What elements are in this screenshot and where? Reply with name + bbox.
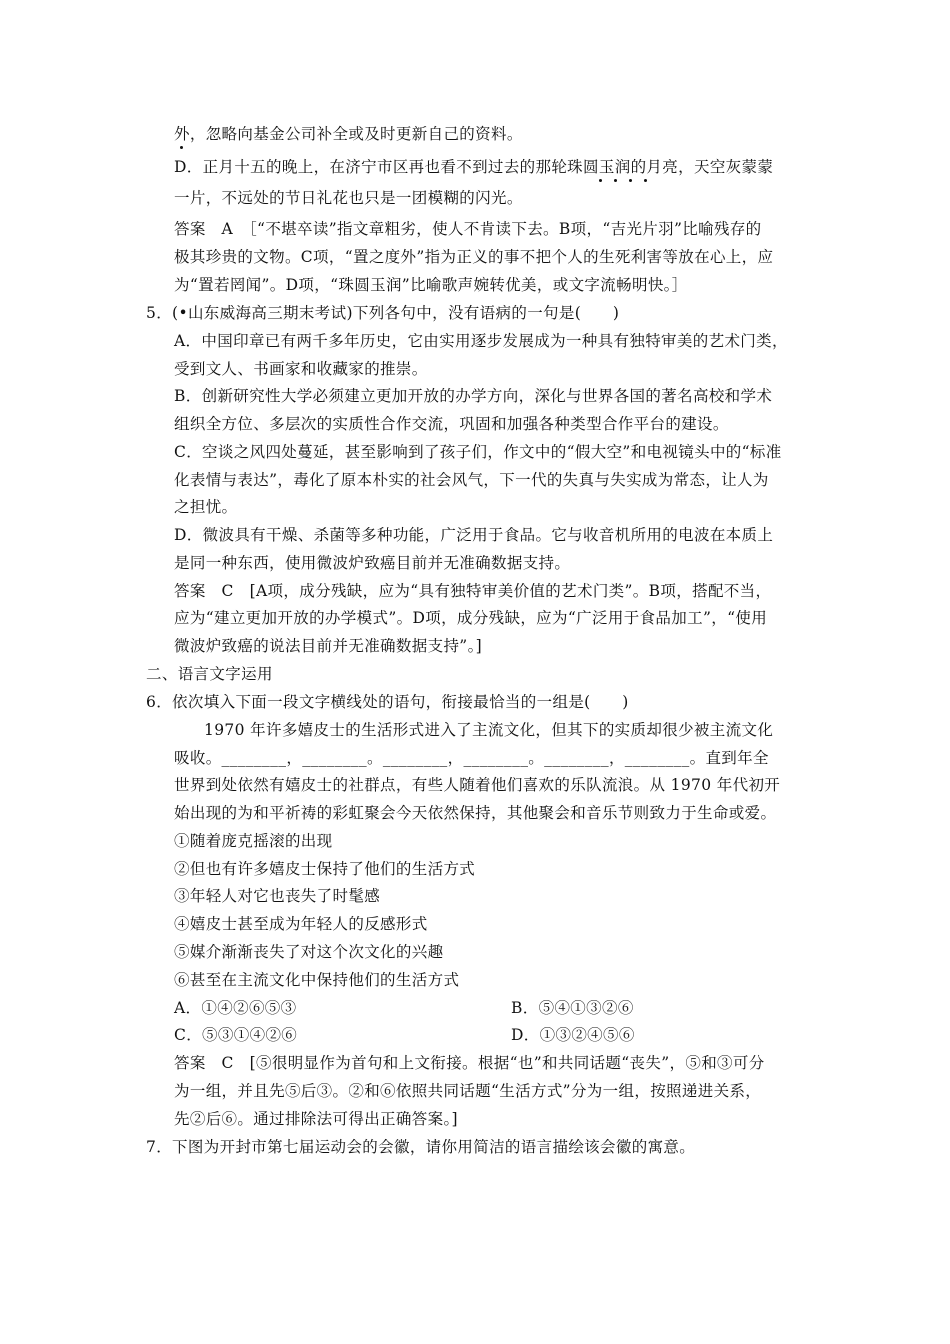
q6-choice-b: B．⑤④①③②⑥ <box>511 999 634 1017</box>
q5-option-line: C．空谈之风四处蔓延，甚至影响到了孩子们，作文中的“假大空”和电视镜头中的“标准 <box>174 443 782 461</box>
q6-answer-line3: 先②后⑥。通过排除法可得出正确答案。] <box>174 1110 458 1128</box>
q6-choice-c: C．⑤③①④②⑥ <box>174 1026 298 1044</box>
section-title: 二、语言文字运用 <box>146 665 273 683</box>
q4-option-d-line2: 一片，不远处的节日礼花也只是一团模糊的闪光。 <box>174 189 523 207</box>
q6-item: ③年轻人对它也丧失了时髦感 <box>174 887 381 905</box>
q5-option-line: D．微波具有干燥、杀菌等多种功能，广泛用于食品。它与收音机所用的电波在本质上 <box>174 526 774 544</box>
q6-stem: 6．依次填入下面一段文字横线处的语句，衔接最恰当的一组是( ) <box>146 693 629 711</box>
q6-item: ①随着庞克摇滚的出现 <box>174 832 333 850</box>
q5-answer-line3: 微波炉致癌的说法目前并无准确数据支持”。] <box>174 637 483 655</box>
q5-answer-line2: 应为“建立更加开放的办学模式”。D项，成分残缺，应为“广泛用于食品加工”，“使用 <box>174 609 768 627</box>
q6-passage-line: 始出现的为和平祈祷的彩虹聚会今天依然保持，其他聚会和音乐节则致力于生命或爱。 <box>174 804 777 822</box>
emphasis-dot <box>644 179 647 182</box>
q5-option-line: A．中国印章已有两千多年历史，它由实用逐步发展成为一种具有独特审美的艺术门类， <box>174 332 788 350</box>
q4-answer-line1: 答案 A ［“不堪卒读”指文章粗劣，使人不肯读下去。B项，“吉光片羽”比喻残存的 <box>174 220 762 238</box>
q4-answer-line3: 为“置若罔闻”。D项，“珠圆玉润”比喻歌声婉转优美，或文字流畅明快。］ <box>174 276 688 294</box>
q6-answer-line2: 为一组，并且先⑤后③。②和⑥依照共同话题“生活方式”分为一组，按照递进关系， <box>174 1082 762 1100</box>
q4-option-c-end: 外，忽略向基金公司补全或及时更新自己的资料。 <box>174 125 523 143</box>
q5-option-line: 组织全方位、多层次的实质性合作交流，巩固和加强各种类型合作平台的建设。 <box>174 415 729 433</box>
q6-item: ⑤媒介渐渐丧失了对这个次文化的兴趣 <box>174 943 444 961</box>
emphasis-dot <box>614 179 617 182</box>
q6-passage-line: 1970 年许多嬉皮士的生活形式进入了主流文化，但其下的实质却很少被主流文化 <box>204 721 774 739</box>
q6-item: ⑥甚至在主流文化中保持他们的生活方式 <box>174 971 460 989</box>
q5-option-line: 受到文人、书画家和收藏家的推崇。 <box>174 360 428 378</box>
emphasis-dot <box>180 146 183 149</box>
q5-option-line: 是同一种东西，使用微波炉致癌目前并无准确数据支持。 <box>174 554 571 572</box>
q6-choice-d: D．①③②④⑤⑥ <box>511 1026 635 1044</box>
q6-passage-line: 吸收。________，________。________，________。________，________。直到年全 <box>174 749 769 767</box>
q4-answer-line2: 极其珍贵的文物。C项，“置之度外”指为正义的事不把个人的生死利害等放在心上，应 <box>174 248 774 266</box>
q6-item: ④嬉皮士甚至成为年轻人的反感形式 <box>174 915 428 933</box>
q5-option-line: 之担忧。 <box>174 498 238 516</box>
q5-answer-line1: 答案 C [A项，成分残缺，应为“具有独特审美价值的艺术门类”。B项，搭配不当， <box>174 582 772 600</box>
q7-stem: 7．下图为开封市第七届运动会的会徽，请你用简洁的语言描绘该会徽的寓意。 <box>146 1138 696 1156</box>
emphasis-dot <box>599 179 602 182</box>
emphasis-dot <box>629 179 632 182</box>
q6-passage-line: 世界到处依然有嬉皮士的社群点，有些人随着他们喜欢的乐队流浪。从 1970 年代初开 <box>174 776 781 794</box>
q6-item: ②但也有许多嬉皮士保持了他们的生活方式 <box>174 860 476 878</box>
q4-option-d-line1: D．正月十五的晚上，在济宁市区再也看不到过去的那轮珠圆玉润的月亮，天空灰蒙蒙 <box>174 158 774 176</box>
q6-answer-line1: 答案 C [⑤很明显作为首句和上文衔接。根据“也”和共同话题“丧失”，⑤和③可分 <box>174 1054 765 1072</box>
q6-choice-a: A．①④②⑥⑤③ <box>174 999 297 1017</box>
q5-stem: 5．(•山东威海高三期末考试)下列各句中，没有语病的一句是( ) <box>146 304 620 322</box>
q5-option-line: 化表情与表达”，毒化了原本朴实的社会风气，下一代的失真与失实成为常态，让人为 <box>174 471 769 489</box>
q5-option-line: B．创新研究性大学必须建立更加开放的办学方向，深化与世界各国的著名高校和学术 <box>174 387 773 405</box>
